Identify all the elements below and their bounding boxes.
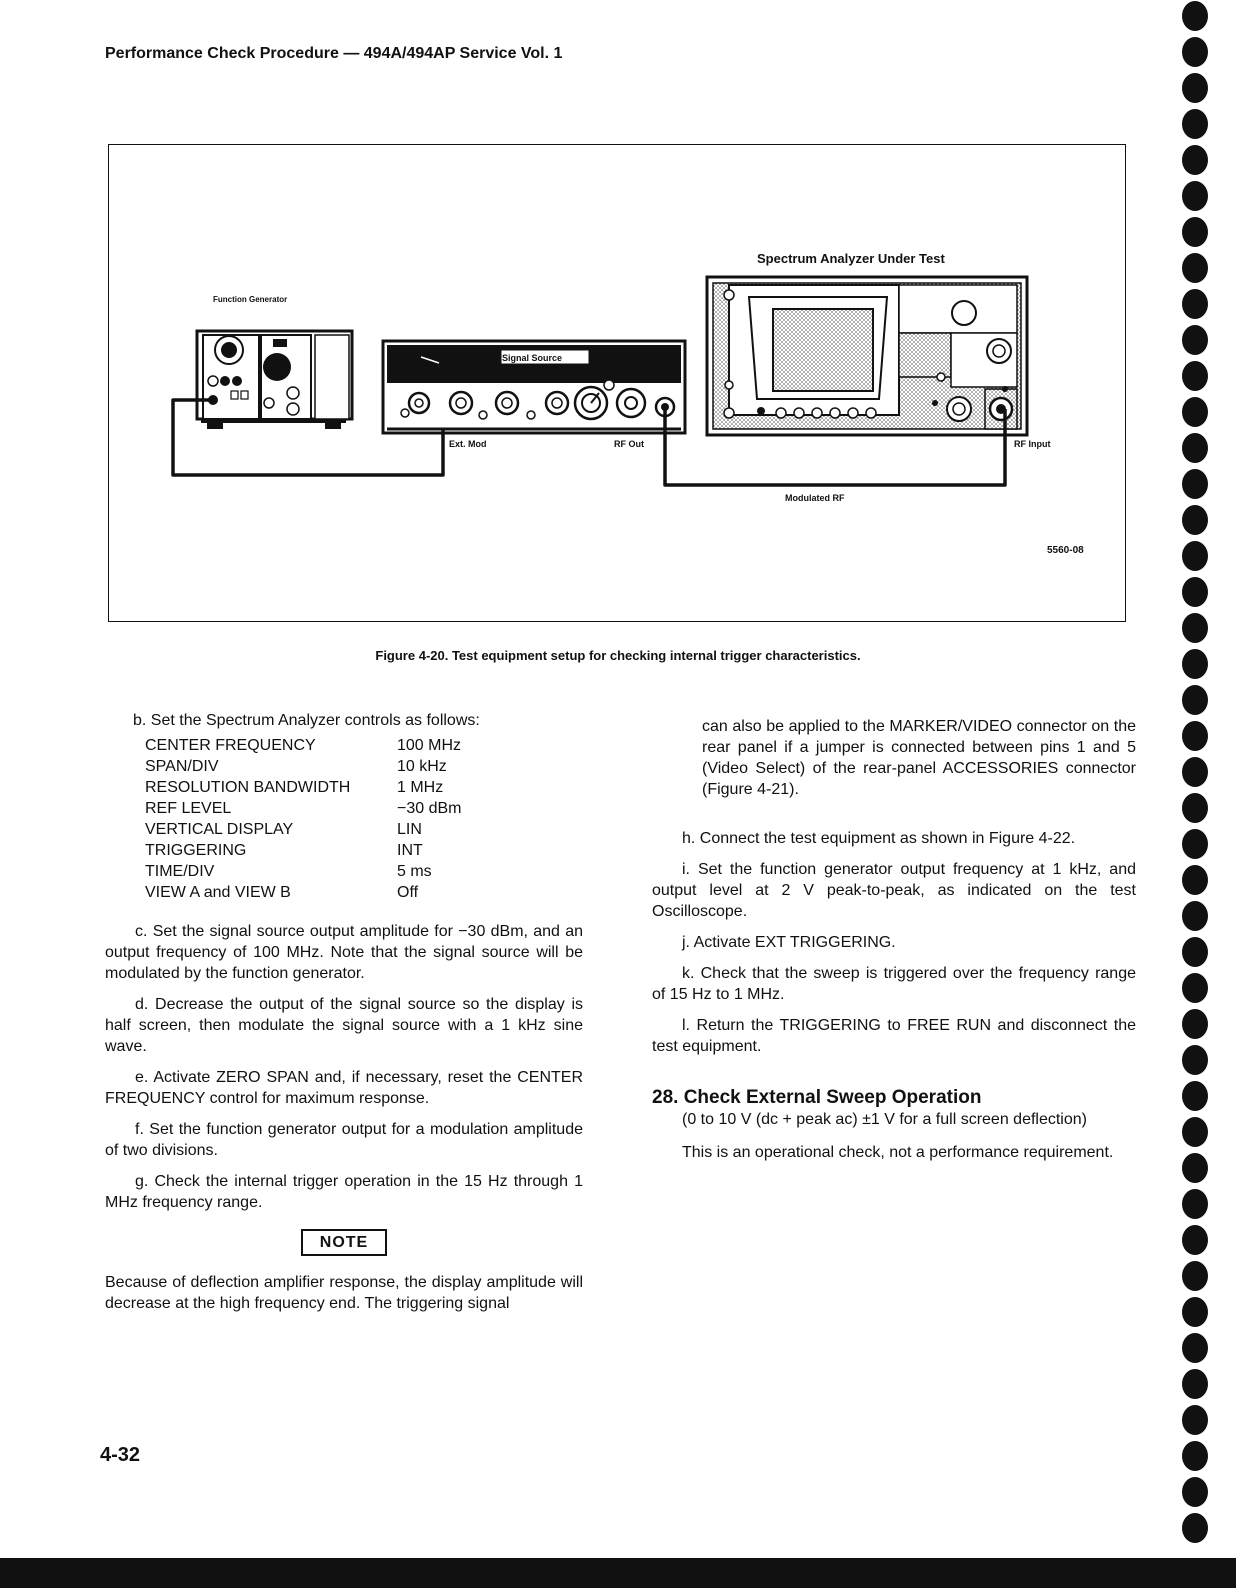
binder-hole <box>1182 793 1208 823</box>
function-generator-label: Function Generator <box>213 295 288 304</box>
setting-row <box>145 798 461 819</box>
figure-caption: Figure 4-20. Test equipment setup for checking internal trigger characteristics. <box>375 648 861 663</box>
binder-holes <box>1175 0 1215 1560</box>
step-h: h. Connect the test equipment as shown in Figure 4-22. <box>682 830 1076 847</box>
step-b: b. Set the Spectrum Analyzer controls as follows: <box>133 712 480 729</box>
rf-out-label: RF Out <box>614 439 644 449</box>
binder-hole <box>1182 1 1208 31</box>
setting-value: LIN <box>397 821 422 838</box>
binder-hole <box>1182 1369 1208 1399</box>
ext-mod-label: Ext. Mod <box>449 439 487 449</box>
right-column <box>652 716 1136 1173</box>
binder-hole <box>1182 397 1208 427</box>
rf-input-label: RF Input <box>1014 439 1051 449</box>
binder-hole <box>1182 469 1208 499</box>
binder-hole <box>1182 973 1208 1003</box>
binder-hole <box>1182 1297 1208 1327</box>
binder-hole <box>1182 1117 1208 1147</box>
test-setup-diagram <box>109 145 1125 621</box>
setting-value: −30 dBm <box>397 800 462 817</box>
step-k: k. Check that the sweep is triggered over the frequency range of 15 Hz to 1 MHz. <box>652 965 1136 1003</box>
binder-hole <box>1182 73 1208 103</box>
setting-row <box>145 840 461 861</box>
modulated-rf-label: Modulated RF <box>785 493 845 503</box>
running-header: Performance Check Procedure — 494A/494AP Service Vol. 1 <box>105 45 563 62</box>
binder-hole <box>1182 1045 1208 1075</box>
setting-value: 10 kHz <box>397 758 447 775</box>
binder-hole <box>1182 37 1208 67</box>
setting-control: TRIGGERING <box>145 842 247 859</box>
step-e: e. Activate ZERO SPAN and, if necessary, reset the CENTER FREQUENCY control for maximum response. <box>105 1069 583 1107</box>
function-generator-drawing <box>197 331 352 429</box>
binder-hole <box>1182 181 1208 211</box>
spectrum-analyzer-drawing <box>707 277 1027 435</box>
setting-row <box>145 819 461 840</box>
binder-hole <box>1182 1261 1208 1291</box>
page-number: 4-32 <box>100 1444 141 1466</box>
binder-hole <box>1182 613 1208 643</box>
step-c: c. Set the signal source output amplitude for −30 dBm, and an output frequency of 100 MHz. Note that the signal source will be modulated by the function generator. <box>105 923 583 982</box>
binder-hole <box>1182 145 1208 175</box>
bottom-edge <box>0 1558 1236 1588</box>
figure-4-20 <box>108 144 1126 622</box>
binder-hole <box>1182 289 1208 319</box>
signal-source-label: Signal Source <box>502 353 563 363</box>
binder-hole <box>1182 1009 1208 1039</box>
binder-hole <box>1182 361 1208 391</box>
binder-hole <box>1182 253 1208 283</box>
step-i: i. Set the function generator output frequency at 1 kHz, and output level at 2 V peak-to-peak, as indicated on the test Oscilloscope. <box>652 861 1136 920</box>
binder-hole <box>1182 865 1208 895</box>
setting-control: TIME/DIV <box>145 863 215 880</box>
section-spec: (0 to 10 V (dc + peak ac) ±1 V for a full screen deflection) <box>682 1111 1087 1128</box>
binder-hole <box>1182 1441 1208 1471</box>
binder-hole <box>1182 1081 1208 1111</box>
binder-hole <box>1182 325 1208 355</box>
figure-code: 5560-08 <box>1047 545 1084 556</box>
note-text: Because of deflection amplifier response, the display amplitude will decrease at the high frequency end. The triggering signal <box>105 1274 583 1312</box>
binder-hole <box>1182 721 1208 751</box>
step-l: l. Return the TRIGGERING to FREE RUN and disconnect the test equipment. <box>652 1017 1136 1055</box>
setting-control: SPAN/DIV <box>145 758 219 775</box>
section-title: 28. Check External Sweep Operation <box>652 1087 982 1108</box>
step-j: j. Activate EXT TRIGGERING. <box>682 934 896 951</box>
setting-row <box>145 882 461 903</box>
binder-hole <box>1182 217 1208 247</box>
binder-hole <box>1182 1153 1208 1183</box>
binder-hole <box>1182 1225 1208 1255</box>
binder-hole <box>1182 1477 1208 1507</box>
binder-hole <box>1182 757 1208 787</box>
binder-hole <box>1182 1189 1208 1219</box>
binder-hole <box>1182 433 1208 463</box>
binder-hole <box>1182 901 1208 931</box>
binder-hole <box>1182 109 1208 139</box>
binder-hole <box>1182 829 1208 859</box>
setting-row <box>145 777 461 798</box>
binder-hole <box>1182 577 1208 607</box>
section-body: This is an operational check, not a performance requirement. <box>682 1144 1114 1161</box>
setting-row <box>145 756 461 777</box>
setting-row <box>145 861 461 882</box>
binder-hole <box>1182 649 1208 679</box>
setting-control: VIEW A and VIEW B <box>145 884 291 901</box>
setting-control: REF LEVEL <box>145 800 232 817</box>
setting-value: 1 MHz <box>397 779 444 796</box>
binder-hole <box>1182 685 1208 715</box>
note-continued: can also be applied to the MARKER/VIDEO connector on the rear panel if a jumper is connected between pins 1 and 5 (Video Select) of the rear-panel ACCESSORIES connector (Figure 4-21). <box>702 718 1136 798</box>
binder-hole <box>1182 505 1208 535</box>
binder-hole <box>1182 1333 1208 1363</box>
setting-row <box>145 735 461 756</box>
setting-control: VERTICAL DISPLAY <box>145 821 294 838</box>
binder-hole <box>1182 1405 1208 1435</box>
note-label: NOTE <box>301 1229 387 1256</box>
binder-hole <box>1182 541 1208 571</box>
setting-control: RESOLUTION BANDWIDTH <box>145 779 351 796</box>
setting-value: 100 MHz <box>397 737 462 754</box>
step-d: d. Decrease the output of the signal source so the display is half screen, then modulate the signal source with a 1 kHz sine wave. <box>105 996 583 1055</box>
setting-value: 5 ms <box>397 863 432 880</box>
step-g: g. Check the internal trigger operation in the 15 Hz through 1 MHz frequency range. <box>105 1173 583 1211</box>
left-column <box>105 710 583 1324</box>
step-f: f. Set the function generator output for a modulation amplitude of two divisions. <box>105 1121 583 1159</box>
binder-hole <box>1182 937 1208 967</box>
setting-control: CENTER FREQUENCY <box>145 737 316 754</box>
setting-value: Off <box>397 884 419 901</box>
setting-value: INT <box>397 842 423 859</box>
settings-table <box>145 735 461 903</box>
spectrum-analyzer-label: Spectrum Analyzer Under Test <box>757 251 945 266</box>
binder-hole <box>1182 1513 1208 1543</box>
